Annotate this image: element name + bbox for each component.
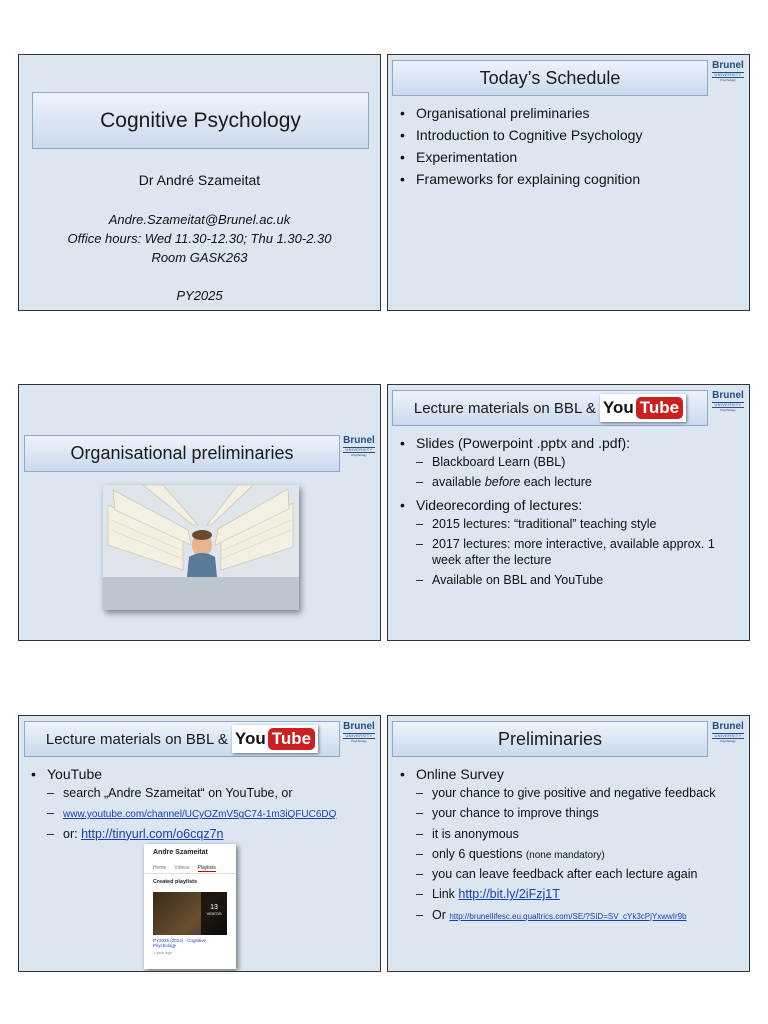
sub-item: – Blackboard Learn (BBL) <box>416 454 738 470</box>
section-heading: Created playlists <box>153 879 198 885</box>
sub-item: – 2015 lectures: “traditional” teaching style <box>416 516 738 532</box>
slide-title: Preliminaries <box>497 728 603 749</box>
list-item: • Experimentation <box>400 149 642 165</box>
slide-title: Organisational preliminaries <box>70 443 294 463</box>
survey-list <box>400 766 746 929</box>
playlist-thumbnail: 13 VIDEOS <box>153 892 227 935</box>
youtube-channel-screenshot <box>144 844 236 969</box>
list-item: • Frameworks for explaining cognition <box>400 171 642 187</box>
slide-title-box <box>392 721 708 757</box>
slide-1 <box>18 54 381 311</box>
slide-title: Lecture materials on BBL & <box>413 399 596 417</box>
course-code: PY2025 <box>176 288 223 303</box>
brunel-logo: Brunel UNIVERSITY Psychology <box>712 721 744 743</box>
brunel-logo: Brunel UNIVERSITY Psychology <box>343 435 375 457</box>
slide-title-box <box>24 435 340 472</box>
slide-6 <box>387 715 750 972</box>
slide-title: Cognitive Psychology <box>100 108 301 132</box>
slide-title-box <box>392 390 708 426</box>
sub-item: – your chance to give positive and negative feedback <box>416 785 746 801</box>
sub-item: – only 6 questions (none mandatory) <box>416 846 746 862</box>
sub-item: – you can leave feedback after each lecture again <box>416 866 746 882</box>
brunel-logo: Brunel UNIVERSITY Psychology <box>712 390 744 412</box>
sub-item: – it is anonymous <box>416 826 746 842</box>
email: Andre.Szameitat@Brunel.ac.uk <box>108 212 291 227</box>
list-item: • Online Survey – your chance to give positive and negative feedback – your chance to improve things – it is anonymous – only 6 questions (none mandatory) – you can leave feedback after each lecture again – Link http://bit.ly/2iFzj1T – Or http://brunellifesc.eu.qualtrics.com/SE/?SID=SV_cYk3cPjYxwwIr9b <box>400 766 746 923</box>
tab-videos: Videos <box>174 865 190 871</box>
slide-5 <box>18 715 381 972</box>
tinyurl-link[interactable]: http://tinyurl.com/o6cqz7n <box>81 826 224 841</box>
sub-item <box>47 805 371 821</box>
slide-4 <box>387 384 750 641</box>
survey-short-link[interactable]: http://bit.ly/2iFzj1T <box>458 887 560 902</box>
tab-playlists: Playlists <box>197 865 216 871</box>
channel-name: Andre Szameitat <box>153 849 208 856</box>
list-item: • YouTube – search „Andre Szameitat“ on YouTube, or – www.youtube.com/channel/UCyOZmV5gC74-1m3iQFUC6DQ – or: http://tinyurl.com/o6cqz7n <box>31 766 371 842</box>
author: Dr André Szameitat <box>138 172 261 188</box>
sub-item: – available before each lecture <box>416 474 738 490</box>
brunel-logo: Brunel UNIVERSITY Psychology <box>343 721 375 743</box>
sub-item: – Link http://bit.ly/2iFzj1T <box>416 886 746 902</box>
list-item: • Organisational preliminaries <box>400 105 642 121</box>
room: Room GASK263 <box>151 250 248 265</box>
playlist-time: 1 year ago <box>153 950 172 955</box>
youtube-logo: You Tube <box>232 725 318 753</box>
sub-item: – your chance to improve things <box>416 805 746 821</box>
slide-2 <box>387 54 750 311</box>
materials-list <box>400 435 738 595</box>
youtube-logo: You Tube <box>600 394 686 422</box>
paperwork-photo <box>103 485 299 610</box>
sub-item: – or: http://tinyurl.com/o6cqz7n <box>47 826 371 842</box>
list-item: • Videorecording of lectures: – 2015 lectures: “traditional” teaching style – 2017 lectures: more interactive, available approx. 1 week after the lecture – Available on BBL and YouTube <box>400 497 738 589</box>
slide-3 <box>18 384 381 641</box>
sub-item: – search „Andre Szameitat“ on YouTube, or <box>47 785 371 801</box>
survey-long-link[interactable]: http://brunellifesc.eu.qualtrics.com/SE/?SID=SV_cYk3cPjYxwwIr9b <box>449 911 687 921</box>
slide-title-box <box>32 92 369 149</box>
slide-title: Lecture materials on BBL & <box>45 730 228 748</box>
youtube-list <box>31 766 371 848</box>
schedule-list <box>400 105 642 193</box>
slide-title-box <box>392 60 708 96</box>
list-item: • Slides (Powerpoint .pptx and .pdf): – Blackboard Learn (BBL) – available before each lecture <box>400 435 738 491</box>
sub-item: – Or http://brunellifesc.eu.qualtrics.com/SE/?SID=SV_cYk3cPjYxwwIr9b <box>416 907 746 923</box>
tab-home: Home <box>153 865 167 871</box>
youtube-channel-link[interactable]: www.youtube.com/channel/UCyOZmV5gC74-1m3iQFUC6DQ <box>63 809 337 821</box>
list-item: • Introduction to Cognitive Psychology <box>400 127 642 143</box>
sub-item: – Available on BBL and YouTube <box>416 572 738 588</box>
brunel-logo: Brunel UNIVERSITY Psychology <box>712 60 744 82</box>
slide-title: Today’s Schedule <box>479 67 621 88</box>
office-hours: Office hours: Wed 11.30-12.30; Thu 1.30-2.30 <box>67 231 332 246</box>
playlist-caption: PY2025 (2014) - Cognitive Psychology <box>153 938 207 949</box>
sub-item: – 2017 lectures: more interactive, available approx. 1 week after the lecture <box>416 536 738 569</box>
slide-title-box <box>24 721 340 757</box>
